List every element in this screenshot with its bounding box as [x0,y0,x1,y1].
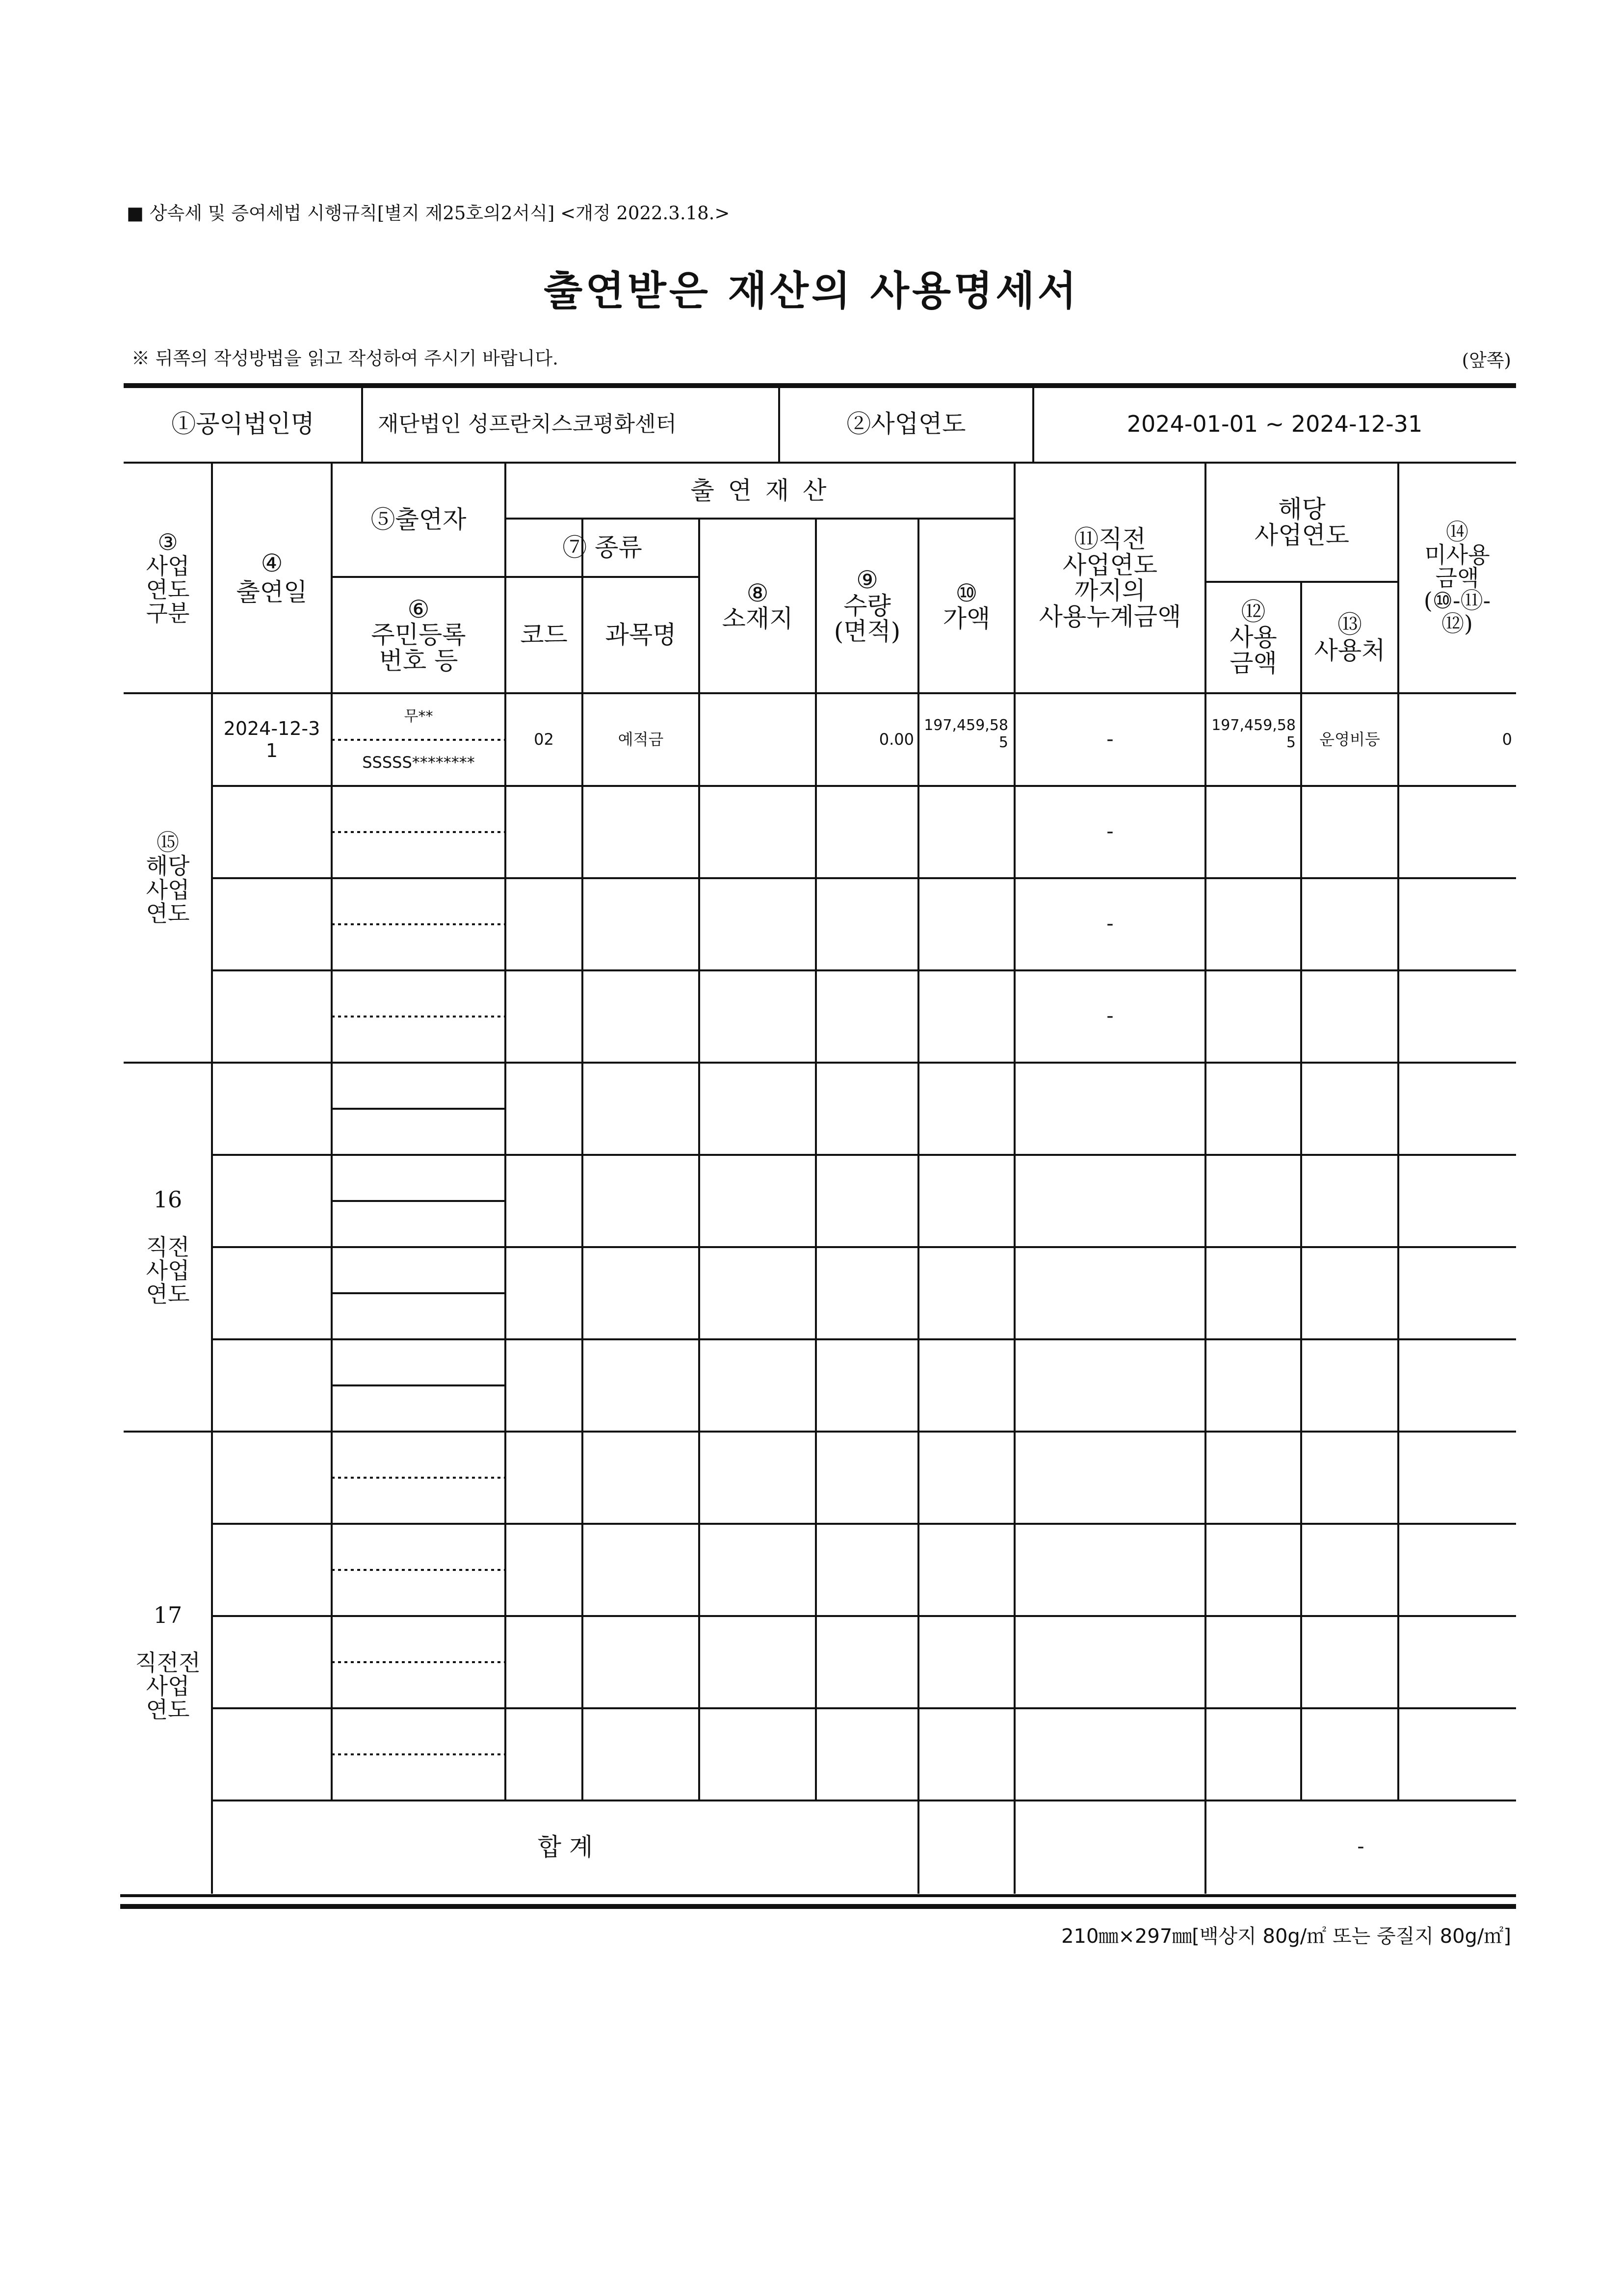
row1-subject: 예적금 [618,730,664,749]
row2-prior-cumulative: - [1106,820,1114,843]
col-donor: ⑤출연자 [370,505,467,534]
col-year-type: ③ 사업 연도 구분 [146,529,190,627]
row3-prior-cumulative: - [1106,913,1114,936]
form-reference-note: ■ 상속세 및 증여세법 시행규칙[별지 제25호의2서식] <개정 2022.3.18.> [127,203,730,224]
col-value: ⑩ 가액 [942,578,991,633]
col-current-year: 해당 사업연도 [1254,495,1350,549]
col-donation-date: ④ 출연일 [236,549,308,606]
col-quantity: ⑨ 수량 (면적) [834,566,901,646]
paper-spec: 210㎜×297㎜[백상지 80g/㎡ 또는 중질지 80g/㎡] [1061,1925,1511,1948]
row1-unused-amount: 0 [1502,730,1512,749]
col-resident-id: ⑥ 주민등록 번호 등 [371,595,466,675]
row1-donor-name: 무** [404,707,433,725]
fiscal-year-label: ②사업연도 [846,410,966,438]
col-location: ⑧ 소재지 [722,578,793,633]
row1-use-place: 운영비등 [1319,730,1380,749]
page-side-label: (앞쪽) [1462,350,1511,371]
section-two-years-prior: 17 직전전 사업 연도 [135,1602,201,1723]
col-used-amount: ⑫ 사용 금액 [1230,597,1277,678]
row1-donation-date: 2024-12-3 1 [223,717,320,761]
row1-code: 02 [534,730,554,749]
col-code: 코드 [520,621,568,649]
total-value: - [1357,1835,1364,1858]
row1-donor-id: SSSSS******** [362,753,475,772]
total-label: 합 계 [537,1832,593,1861]
row1-value: 197,459,58 5 [924,717,1008,751]
row1-quantity: 0.00 [879,730,914,749]
guide-note: ※ 뒤쪽의 작성방법을 읽고 작성하여 주시기 바랍니다. [131,348,558,369]
page-title: 출연받은 재산의 사용명세서 [544,267,1079,314]
section-current-year: ⑮ 해당 사업 연도 [146,829,190,927]
row1-prior-cumulative: - [1106,728,1114,751]
col-subject: 과목명 [605,621,677,649]
col-use-place: ⑬ 사용처 [1314,610,1386,665]
org-name-value: 재단법인 성프란치스코평화센터 [378,411,677,437]
col-asset-type: ⑦ 종류 [562,533,642,562]
row1-used-amount: 197,459,58 5 [1211,717,1296,751]
row4-prior-cumulative: - [1106,1005,1114,1028]
col-prior-cumulative: ⑪직전 사업연도 까지의 사용누계금액 [1039,525,1181,631]
col-unused-amount: ⑭ 미사용 금액 (⑩-⑪- ⑫) [1423,518,1491,637]
org-name-label: ①공익법인명 [171,410,314,438]
col-donated-asset: 출 연 재 산 [690,476,830,505]
fiscal-year-value: 2024-01-01 ~ 2024-12-31 [1126,411,1423,438]
section-prior-year: 16 직전 사업 연도 [146,1186,190,1308]
